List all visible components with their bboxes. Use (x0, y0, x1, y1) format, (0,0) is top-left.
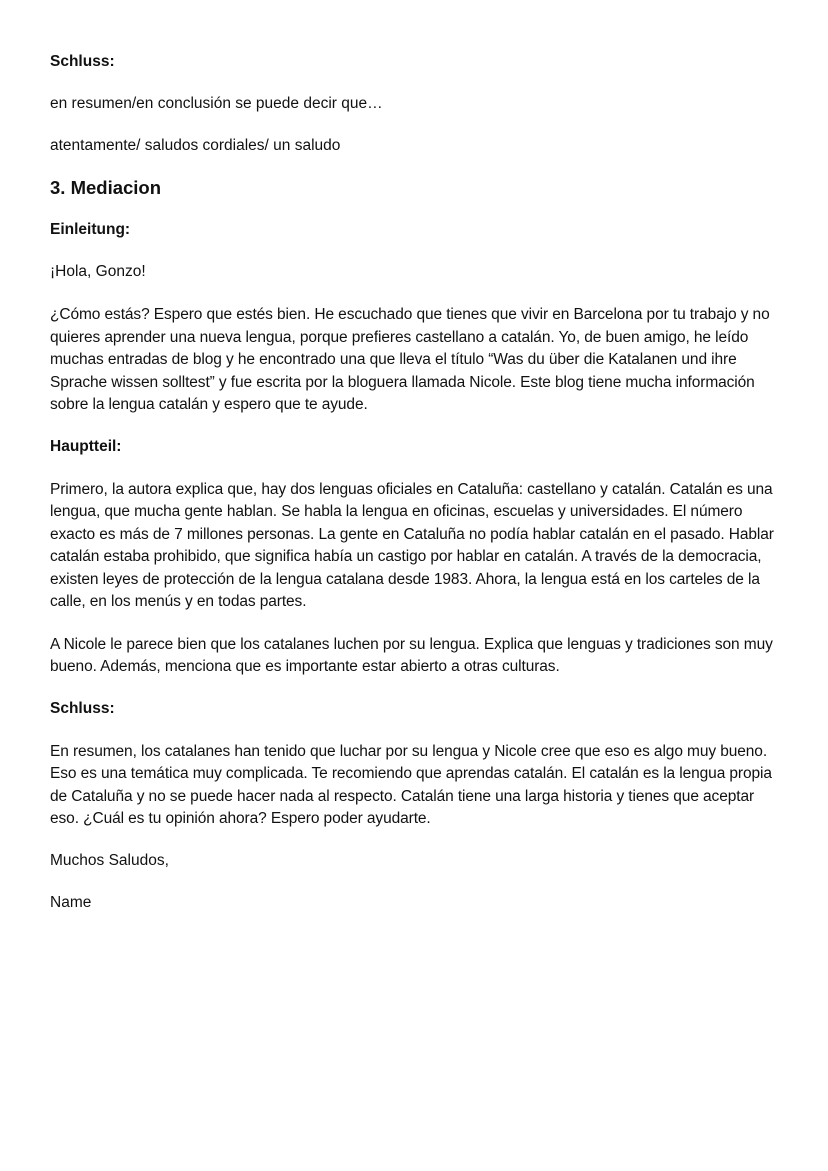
einleitung-heading: Einleitung: (50, 221, 131, 238)
hauptteil-heading: Hauptteil: (50, 437, 122, 455)
einleitung-paragraph: ¿Cómo estás? Espero que estés bien. He escuchado que tienes que vivir en Barcelona por tu trabajo y no quieres aprender una nueva lengua, porque prefieres castellano a catalán. Yo, de buen amigo, he leído muchas entradas de blog y he encontrado una que lleva el título “Was du über die Katalanen und ihre Sprache wissen solltest” y fue escrita por la bloguera llamada Nicole. Este blog tiene mucha información sobre la lengua catalán y espero que te ayude. (50, 306, 770, 413)
section-title-mediacion: 3. Mediacion (50, 177, 162, 198)
hauptteil-paragraph-1: Primero, la autora explica que, hay dos lenguas oficiales en Cataluña: castellano y catalán. Catalán es una lengua, que mucha gente hablan. Se habla la lengua en oficinas, escuelas y universidades. El número exacto es más de 7 millones personas. La gente en Cataluña no podía hablar catalán en el pasado. Hablar catalán estaba prohibido, que significa había un castigo por hablar en catalán. A través de la democracia, existen leyes de protección de la lengua catalana desde 1983. Ahora, la lengua está en los carteles de la calle, en los menús y en todas partes. (50, 480, 774, 610)
schluss-paragraph: En resumen, los catalanes han tenido que luchar por su lengua y Nicole cree que eso es algo muy bueno. Eso es una temática muy complicada. Te recomiendo que aprendas catalán. El catalán es la lengua propia de Cataluña y no se puede hacer nada al respecto. Catalán tiene una larga historia y tienes que aceptar eso. ¿Cuál es tu opinión ahora? Espero poder ayudarte. (50, 742, 772, 827)
hauptteil-paragraph-2: A Nicole le parece bien que los catalanes luchen por su lengua. Explica que lenguas y tradiciones son muy bueno. Además, menciona que es importante estar abierto a otras culturas. (50, 635, 773, 675)
schluss-phrase-1: en resumen/en conclusión se puede decir que… (50, 95, 383, 112)
document-page (50, 52, 780, 935)
schluss-phrase-2: atentamente/ saludos cordiales/ un saludo (50, 137, 341, 154)
signature: Name (50, 893, 92, 911)
mediacion-schluss-heading: Schluss: (50, 699, 115, 717)
greeting: ¡Hola, Gonzo! (50, 263, 146, 280)
closing-line: Muchos Saludos, (50, 851, 169, 869)
schluss-heading: Schluss: (50, 53, 115, 70)
